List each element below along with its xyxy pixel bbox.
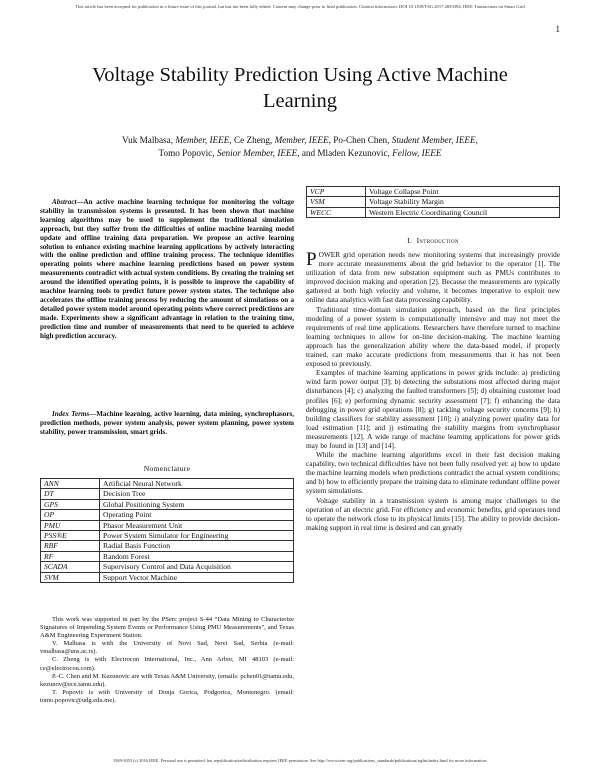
intro-paragraph: Voltage stability in a transmission system is among major challenges to the operation of an electric grid. For efficiency and economic benefits, grid operators tend to operate the network close to its physical limits [15]. The ability to provide decision-making support in real time is desired and can greatly [306,495,560,532]
abbreviation: SVM [41,572,100,582]
author-role: Fellow, IEEE [392,147,442,158]
abbreviation: PMU [41,520,100,530]
nomenclature-row [307,197,560,207]
definition: Voltage Stability Margin [366,197,560,207]
nomenclature-heading: Nomenclature [143,464,191,473]
abbreviation: PSS®E [41,531,100,541]
author-name: Vuk Malbasa [122,135,171,145]
nomenclature-table-continued [306,186,560,218]
author-name: Po-Chen Chen [333,135,388,145]
abstract: Abstract—An active machine learning technique for monitoring the voltage stability in transmission systems is presented. It has been shown that machine learning algorithms may be used to supplement the traditional simulation approach, but they suffer from the difficulties of online machine learning model update and offline training data preparation. We propose an active learning solution to enhance existing machine learning applications by actively interacting with the online prediction and offline training process. The technique identifies operating points where machine learning predictions based on power system measurements contradict with actual system conditions. By creating the training set around the identified operating points, it is possible to improve the capability of machine learning tools to predict future power system states. The technique also accelerates the offline training process by reducing the amount of simulations on a detailed power system model around operating points where correct predictions are made. Experiments show a significant advantage in relation to the training time, prediction time and number of measurements that need to be queried to achieve high prediction accuracy. [40,198,294,340]
author-role: Student Member, IEEE [391,135,476,145]
section-heading [306,236,560,245]
abstract-label: Abstract [52,198,77,206]
definition: Decision Tree [100,489,294,499]
abbreviation: RF [41,551,100,561]
nomenclature-row [41,531,294,541]
definition: Support Vector Machine [100,572,294,582]
copyright-footer: 1949-3053 (c) 2016 IEEE. Personal use is permitted, but republication/redistribution requires IEEE permission. See http://www.ieee.org/publications_standards/publications/rights/index.html for more information. [113,758,487,763]
definition: Supervisory Control and Data Acquisition [100,562,294,572]
index-terms-text: Machine learning, active learning, data mining, synchrophasors, prediction methods, power system analysis, power system planning, power system stability, power transmission, smart grids. [40,410,295,436]
abbreviation: ANN [41,479,100,489]
abbreviation: WECC [307,207,366,217]
nomenclature-row [307,207,560,217]
abbreviation: VCP [307,187,366,197]
nomenclature-row [307,187,560,197]
abbreviation: SCADA [41,562,100,572]
nomenclature-row [41,499,294,509]
definition: Operating Point [100,510,294,520]
nomenclature-row [41,562,294,572]
intro-paragraph: POWER grid operation needs new monitoring systems that increasingly provide more accurate measurements about the grid behavior to the operator [1]. The utilization of data from new substation equipment such as PMUs contributes to improved decision making and operation [2]. Because the measurements are typically gathered at both high velocity and volume, it becomes imperative to exploit new online data analytics with fast data processing capability. [306,249,560,305]
nomenclature-row [41,541,294,551]
definition: Voltage Collapse Point [366,187,560,197]
footnotes [40,616,294,705]
abbreviation: OP [41,510,100,520]
abbreviation: GPS [41,499,100,509]
author-name: Mladen Kezunovic [317,147,388,158]
author-role: Member, IEEE [175,135,230,145]
definition: Global Positioning System [100,499,294,509]
nomenclature-row [41,489,294,499]
paper-title: Voltage Stability Prediction Using Active Machine Learning [92,64,508,112]
drop-cap: P [306,249,317,270]
definition: Radial Basis Function [100,541,294,551]
author-list: Vuk Malbasa, Member, IEEE, Ce Zheng, Member, IEEE, Po-Chen Chen, Student Member, IEEE, Tomo Popovic, Senior Member, IEEE, and Mladen Kezunovic, Fellow, IEEE [122,135,478,158]
intro-paragraph: Examples of machine learning applications in power grids include: a) predicting wind farm power output [3]; b) detecting the substations most affected during major disturbances [4]; c) analyzing the faulted transformers [5]; d) obtaining customer load profiles [6]; e) performing dynamic security assessment [7]; f) enhancing the data debugging in power grid operations [8]; g) tackling voltage security concerns [9]; h) building classifiers for stability assessment [10]; i) analyzing power quality data for load estimation [11]; and j) estimating the stability margins from synchrophasor measurements [12]. A wide range of machine learning applications for power grids may be found in [13] and [14]. [306,368,560,450]
publication-notice: This article has been accepted for publication in a future issue of this journal, but has not been fully edited. Content may change prior to final publication. Citation information: DOI 10.1109/TSG.2017.2693394, IEEE Transactions on Smart Grid [75,4,525,9]
abbreviation: VSM [307,197,366,207]
nomenclature-row [41,572,294,582]
intro-paragraph: Traditional time-domain simulation approach, based on the first principles modeling of a power system is computationally intensive and may not meet the requirements of real time applications. Researchers have therefore turned to machine learning techniques to allow for on-line decision-making. The machine learning approach has the generalization ability where the data-based model, if properly trained, can make accurate predictions from measurements that it has not been exposed to previously. [306,304,560,369]
nomenclature-row [41,520,294,530]
index-terms: Index Terms—Machine learning, active learning, data mining, synchrophasors, prediction methods, power system analysis, power system planning, power system stability, power transmission, smart grids. [40,410,295,436]
nomenclature-table [40,478,294,583]
author-role: Member, IEEE [274,135,329,145]
introduction-body [306,250,560,532]
definition: Western Electric Coordinating Council [366,207,560,217]
author-role: Senior Member, IEEE [216,147,298,158]
nomenclature-row [41,479,294,489]
author-name: Ce Zheng [234,135,270,145]
footnote: C. Zheng is with Electrocon International, Inc., Ann Arbor, MI 48103 (e-mail: ce@electrocon.com). [40,656,294,672]
nomenclature-row [41,551,294,561]
index-terms-label: Index Terms [52,410,90,418]
abbreviation: DT [41,489,100,499]
intro-paragraph: While the machine learning algorithms excel in their fast decision making capability, two technical difficulties have not been fully resolved yet: a) how to update the machine learning models when predictions contradict the actual system conditions; and b) how to efficiently prepare the training data to eliminate redundant offline power system simulations. [306,450,560,496]
definition: Artificial Neural Network [100,479,294,489]
definition: Phasor Measurement Unit [100,520,294,530]
page-number: 1 [555,24,560,34]
section-number: I. [407,236,413,245]
abstract-text: An active machine learning technique for monitoring the voltage stability in transmission systems is presented. It has been shown that machine learning algorithms may be used to supplement the traditional simulation approach, but they suffer from the difficulties of online machine learning model update and offline training data preparation. We propose an active learning solution to enhance existing machine learning applications by actively interacting with the online prediction and offline training process. The technique identifies operating points where machine learning predictions based on power system measurements contradict with actual system conditions. By creating the training set around the identified operating points, it is possible to improve the capability of machine learning tools to predict future power system states. The technique also accelerates the offline training process by reducing the amount of simulations on a detailed power system model around operating points where correct predictions are made. Experiments show a significant advantage in relation to the training time, prediction time and number of measurements that need to be queried to achieve high prediction accuracy. [40,198,294,340]
section-title: Introduction [416,236,459,245]
abbreviation: RBF [41,541,100,551]
footnote: P.-C. Chen and M. Kezunovic are with Texas A&M University, (emails: pchen01@tamu.edu, kezunov@ece.tamu.edu). [40,672,295,688]
footnote: V. Malbasa is with the University of Novi Sad, Novi Sad, Serbia (e-mail: vmalbasa@uns.ac.rs). [40,640,294,656]
footnote: This work was supported in part by the PSerc project S-44 “Data Mining to Characterize Signatures of Impending System Events or Performance Using PMU Measurements”, and Texas A&M Engineering Experiment Station. [40,616,294,640]
author-name: Tomo Popovic [158,147,213,158]
nomenclature-row [41,510,294,520]
definition: Random Forest [100,551,294,561]
footnote: T. Popovic is with University of Donja Gorica, Podgorica, Montenegro. (email: tomo.popovic@udg.edu.me). [40,688,294,704]
definition: Power System Simulator for Engineering [100,531,294,541]
